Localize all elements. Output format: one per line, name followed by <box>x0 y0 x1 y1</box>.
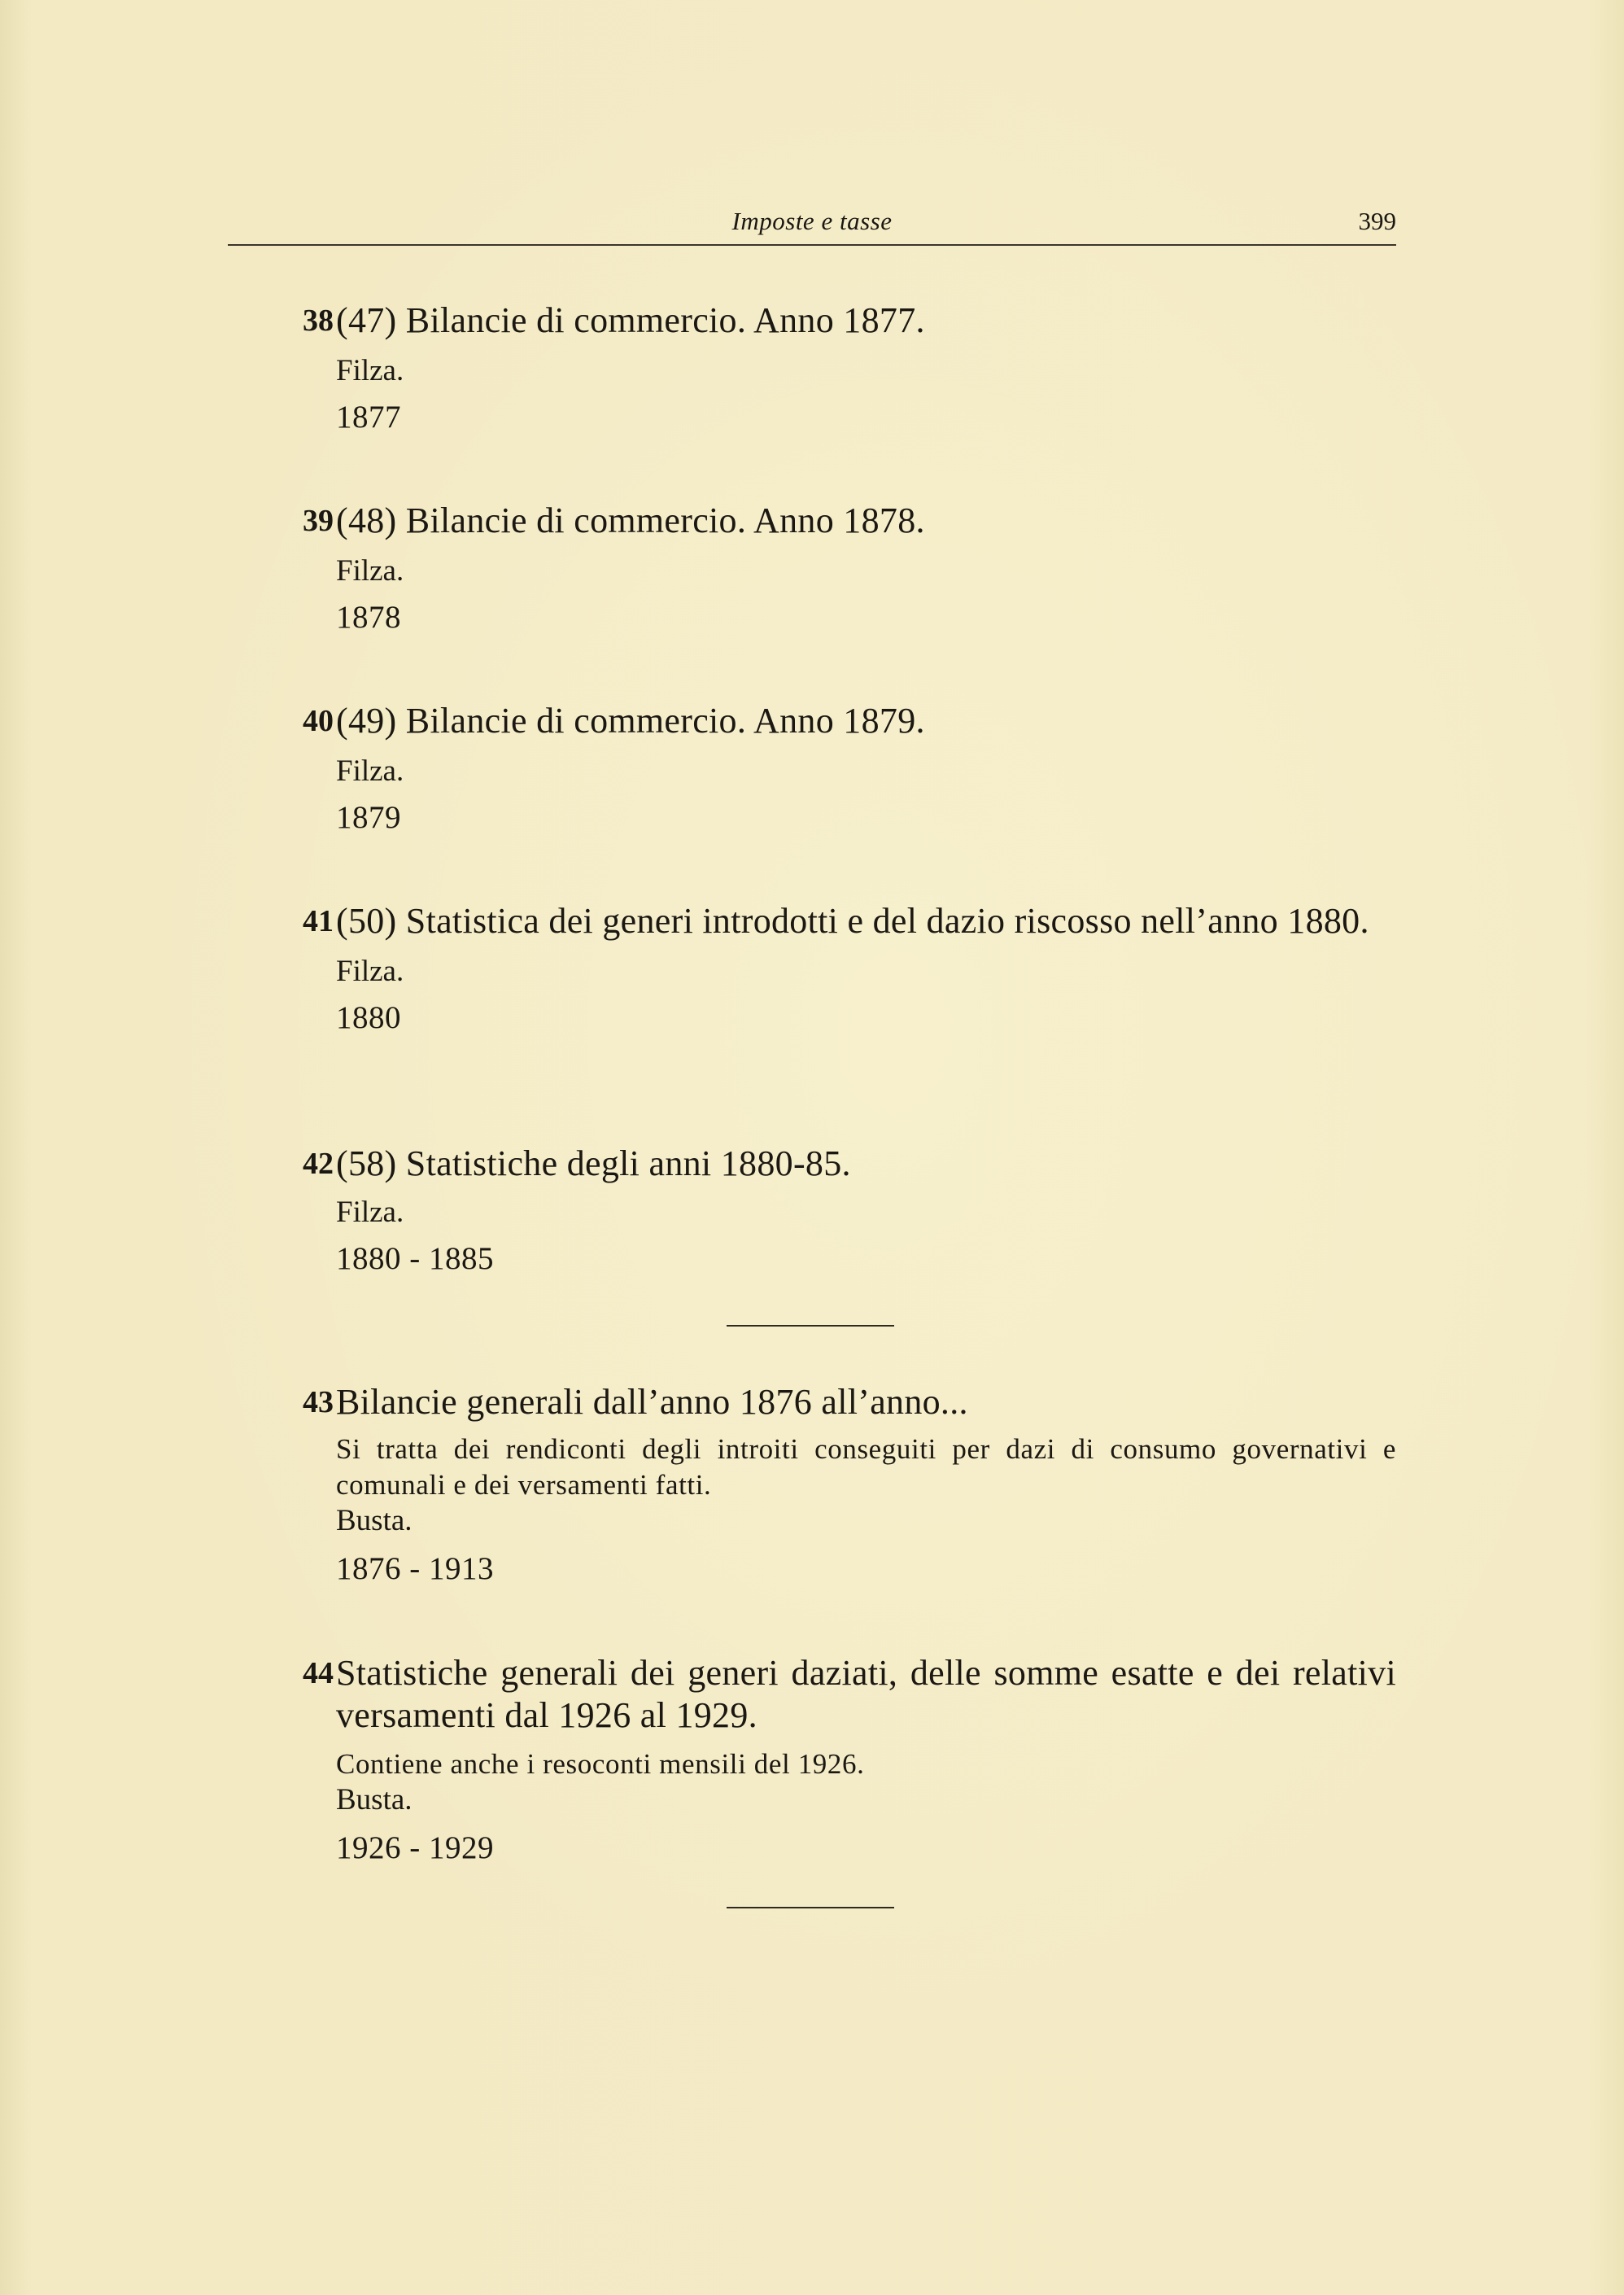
entry-body <box>336 900 1396 1037</box>
entry-number: 40 <box>303 704 334 738</box>
entry-body <box>336 1143 1396 1278</box>
entry-note: Contiene anche i resoconti mensili del 1926. <box>336 1748 865 1780</box>
entry-body <box>336 700 1396 837</box>
entry-unit: Filza. <box>336 554 404 588</box>
entry-unit: Busta. <box>336 1504 413 1537</box>
entry-title: (47) Bilancie di commercio. Anno 1877. <box>336 300 925 340</box>
entry-body <box>336 1381 1396 1588</box>
entry-unit: Filza. <box>336 354 404 387</box>
section-divider <box>727 1907 894 1908</box>
entry-unit: Filza. <box>336 1196 404 1229</box>
entry-title: (58) Statistiche degli anni 1880-85. <box>336 1143 851 1183</box>
entry-number: 39 <box>303 504 334 538</box>
entry-number: 43 <box>303 1385 334 1419</box>
entry-title: Bilancie generali dall’anno 1876 all’anno... <box>336 1382 968 1422</box>
entry-years: 1877 <box>336 400 401 435</box>
entry-title: (49) Bilancie di commercio. Anno 1879. <box>336 701 925 741</box>
entry-title: (50) Statistica dei generi introdotti e del dazio riscosso nell’anno 1880. <box>336 901 1369 941</box>
entry-years: 1880 - 1885 <box>336 1241 494 1276</box>
entry-number: 38 <box>303 304 334 338</box>
entry-number: 44 <box>303 1656 334 1690</box>
running-title: Imposte e tasse <box>731 207 893 235</box>
entry-number: 42 <box>303 1147 334 1181</box>
entry-unit: Filza. <box>336 754 404 788</box>
entry-unit: Busta. <box>336 1783 413 1816</box>
page-number: 399 <box>1358 207 1396 235</box>
entry-years: 1926 - 1929 <box>336 1830 494 1865</box>
entry-body <box>336 1652 1396 1867</box>
entry-years: 1879 <box>336 800 401 835</box>
entry-years: 1880 <box>336 1000 401 1035</box>
entry-note: Si tratta dei rendiconti degli introiti conseguiti per dazi di consumo governativi e comunali e dei versamenti fatti. <box>336 1433 1396 1501</box>
entry-title: Statistiche generali dei generi daziati, delle somme esatte e dei relativi versamenti dal 1926 al 1929. <box>336 1653 1396 1735</box>
page-header <box>228 207 1396 246</box>
section-divider <box>727 1325 894 1327</box>
entry-years: 1878 <box>336 600 401 635</box>
entry-body <box>336 299 1396 436</box>
entry-body <box>336 500 1396 636</box>
entry-number: 41 <box>303 904 334 938</box>
entry-unit: Filza. <box>336 955 404 988</box>
entry-years: 1876 - 1913 <box>336 1551 494 1586</box>
entry-title: (48) Bilancie di commercio. Anno 1878. <box>336 501 925 540</box>
